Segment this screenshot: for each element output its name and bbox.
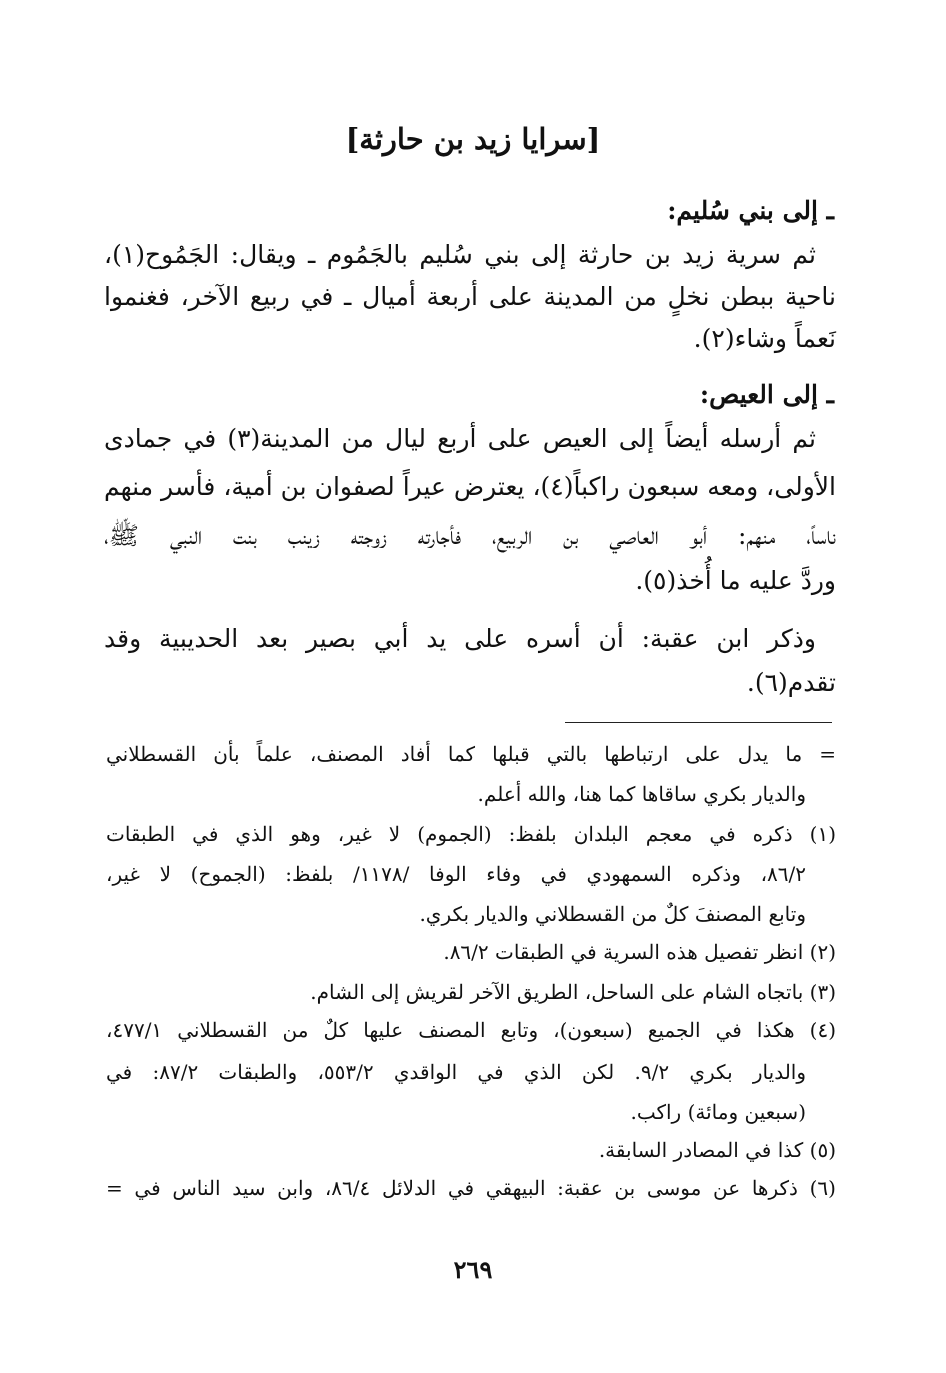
- body-line: وردَّ عليه ما أُخذ(٥).: [635, 566, 836, 595]
- body-line: ناساً، منهم: أبو العاصي بن الربيع، فأجارته زوجته زينب بنت النبي ﷺ،: [104, 521, 836, 550]
- footnote-line: والديار بكري ٩/٢. لكن الذي في الواقدي ٥٥٣/٢، والطبقات ٨٧/٢: في: [106, 1060, 807, 1084]
- body-line: تقدم(٦).: [746, 668, 836, 697]
- footnote-line: (١) ذكره في معجم البلدان بلفظ: (الجموم) لا غير، وهو الذي في الطبقات: [106, 822, 836, 846]
- page-title: [سرايا زيد بن حارثة]: [345, 122, 601, 156]
- body-line: الأولى، ومعه سبعون راكباً(٤)، يعترض عيراً لصفوان بن أمية، فأسر منهم: [104, 472, 836, 501]
- footnote-line: = ما يدل على ارتباطها بالتي قبلها كما أفاد المصنف، علماً بأن القسطلاني: [106, 742, 836, 766]
- footnote-separator: [565, 722, 832, 723]
- footnote-line: (٤) هكذا في الجميع (سبعون)، وتابع المصنف عليها كلٌ من القسطلاني ٤٧٧/١،: [106, 1018, 836, 1042]
- body-line: وذكر ابن عقبة: أن أسره على يد أبي بصير بعد الحديبية وقد: [104, 624, 816, 653]
- footnote-line: (٥) كذا في المصادر السابقة.: [598, 1138, 836, 1162]
- body-line: ثم أرسله أيضاً إلى العيص على أربع ليال من المدينة(٣) في جمادى: [104, 424, 816, 453]
- body-line: ثم سرية زيد بن حارثة إلى بني سُليم بالجَمُوم ـ ويقال: الجَمُوح(١)،: [104, 240, 816, 269]
- footnote-line: (٣) باتجاه الشام على الساحل، الطريق الآخر لقريش إلى الشام.: [310, 980, 836, 1004]
- footnote-line: والديار بكري ساقاها كما هنا، والله أعلم.: [477, 782, 806, 806]
- section-heading-al-ais: ـ إلى العيص:: [699, 380, 834, 409]
- footnote-line: (سبعين ومائة) راكب.: [630, 1100, 806, 1124]
- body-line: نَعماً وشاء(٢).: [693, 324, 836, 353]
- page-number: ٢٦٩: [453, 1255, 493, 1284]
- footnote-line: ٨٦/٢، وذكره السمهودي في وفاء الوفا /١١٧٨/ بلفظ: (الجموح) لا غير،: [106, 862, 806, 886]
- footnote-line: (٢) انظر تفصيل هذه السرية في الطبقات ٨٦/٢.: [443, 940, 836, 964]
- footnote-line: (٦) ذكرها عن موسى بن عقبة: البيهقي في الدلائل ٨٦/٤، وابن سيد الناس في =: [106, 1176, 836, 1200]
- footnote-line: وتابع المصنفَ كلٌ من القسطلاني والديار بكري.: [419, 902, 806, 926]
- section-heading-bani-sulaym: ـ إلى بني سُليم:: [667, 196, 834, 225]
- body-line: ناحية ببطن نخلٍ من المدينة على أربعة أميال ـ في ربيع الآخر، فغنموا: [104, 282, 836, 311]
